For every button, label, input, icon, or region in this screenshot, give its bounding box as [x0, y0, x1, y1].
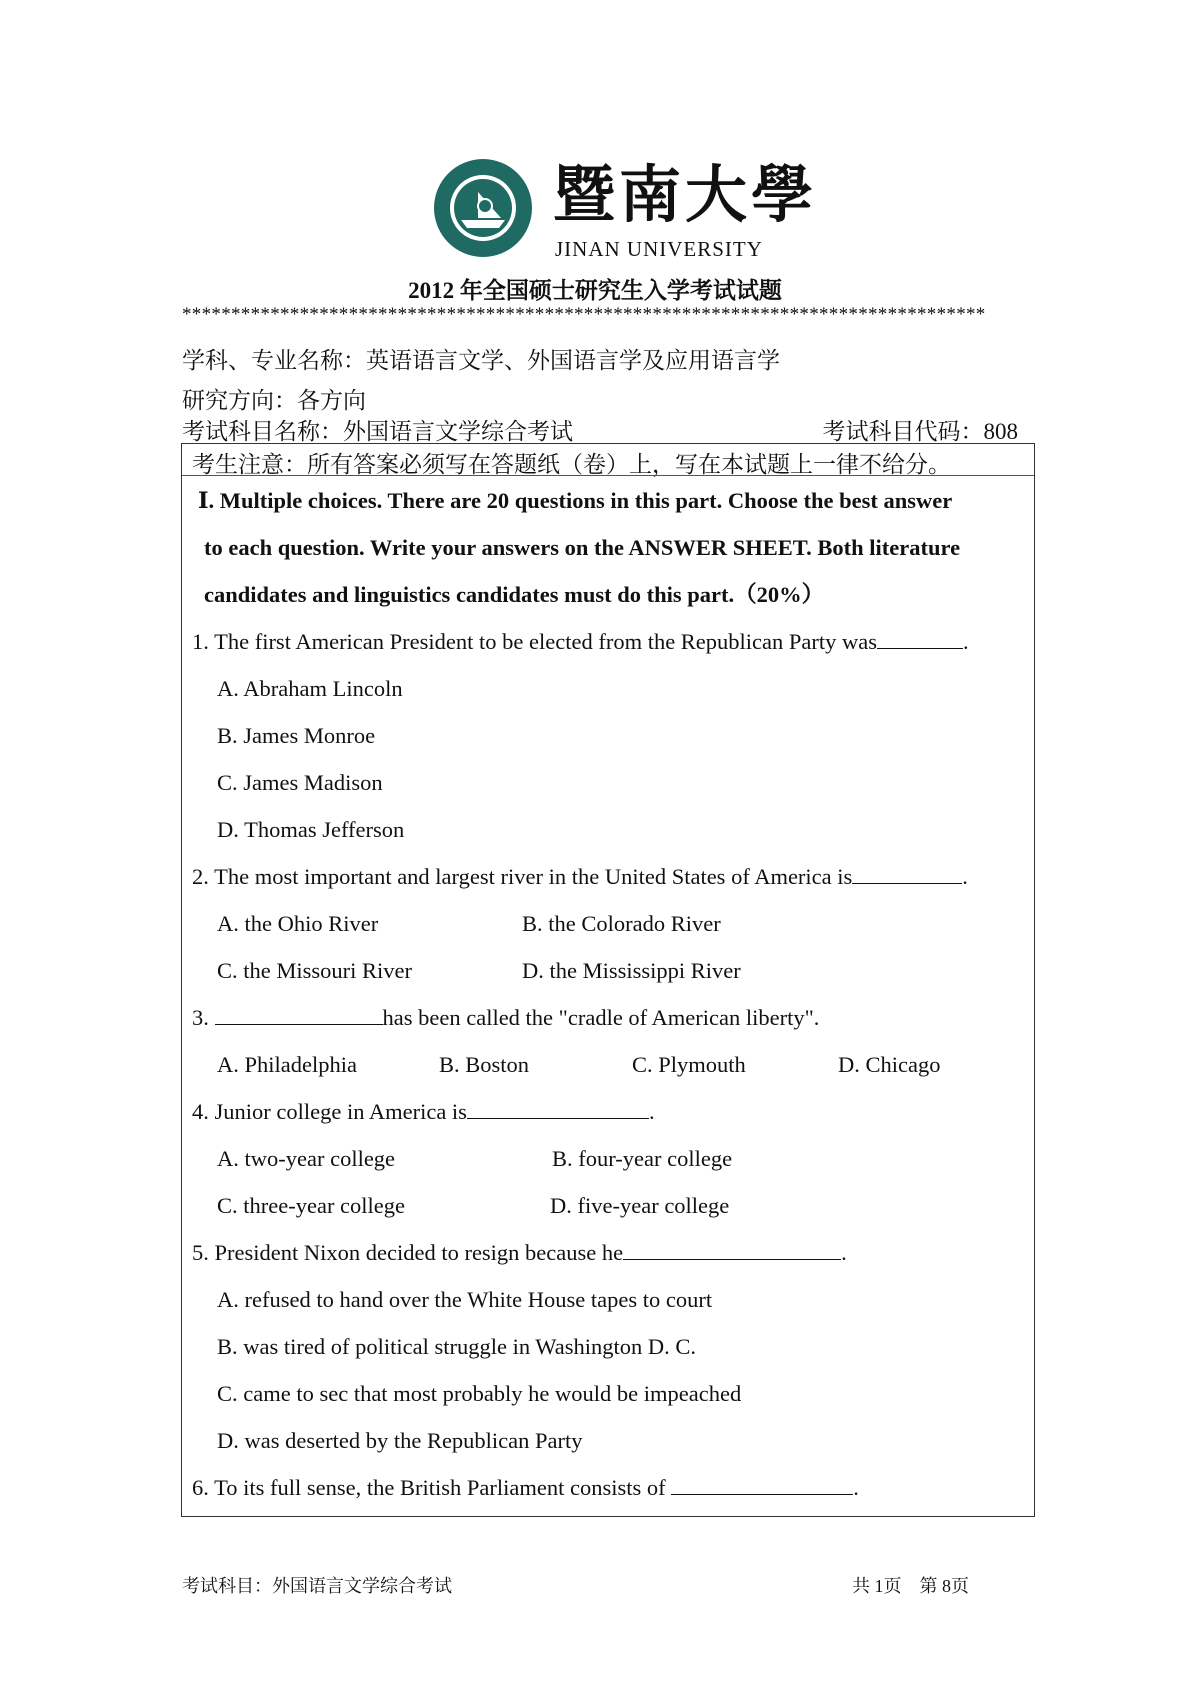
direction-label: 研究方向：各方向	[182, 388, 366, 413]
divider	[182, 475, 1034, 476]
section-instructions: candidates and linguistics candidates must do this part.（20%）	[204, 582, 825, 607]
option: C. Plymouth	[632, 1052, 746, 1077]
option: D. five-year college	[550, 1193, 730, 1218]
question-4: 4. Junior college in America is .	[192, 1099, 655, 1124]
option: C. James Madison	[217, 770, 383, 795]
option: C. three-year college	[217, 1193, 406, 1218]
option: A. refused to hand over the White House tapes to court	[217, 1287, 713, 1312]
section-instructions: Ⅰ. Multiple choices. There are 20 questions in this part. Choose the best answer	[198, 488, 953, 513]
option: D. Chicago	[838, 1052, 941, 1077]
option: B. four-year college	[552, 1146, 733, 1171]
footer-subject: 考试科目：外国语言文学综合考试	[182, 1576, 452, 1596]
exam-title: 2012 年全国硕士研究生入学考试试题	[408, 278, 782, 303]
footer-page-number: 共 1页 第 8页	[852, 1576, 969, 1596]
option: B. the Colorado River	[522, 911, 721, 936]
university-seal-icon	[433, 158, 533, 258]
question-box	[181, 443, 1035, 1517]
major-label: 学科、专业名称：英语语言文学、外国语言学及应用语言学	[182, 348, 780, 373]
option: A. two-year college	[217, 1146, 396, 1171]
option: B. Boston	[439, 1052, 530, 1077]
option: D. Thomas Jefferson	[217, 817, 405, 842]
question-5: 5. President Nixon decided to resign because he .	[192, 1240, 847, 1265]
option: A. the Ohio River	[217, 911, 379, 936]
university-name-cn: 暨南大學	[553, 158, 818, 231]
option: C. the Missouri River	[217, 958, 412, 983]
question-1: 1. The first American President to be elected from the Republican Party was .	[192, 629, 969, 654]
option: D. the Mississippi River	[522, 958, 741, 983]
university-name-en: JINAN UNIVERSITY	[555, 237, 763, 261]
question-6: 6. To its full sense, the British Parliament consists of .	[192, 1475, 859, 1500]
option: B. was tired of political struggle in Washington D. C.	[217, 1334, 696, 1359]
question-3: 3. has been called the "cradle of American liberty".	[192, 1005, 820, 1030]
star-divider: **********************************************************************************	[182, 304, 986, 325]
option: C. came to sec that most probably he would be impeached	[217, 1381, 742, 1406]
subject-label: 考试科目名称：外国语言文学综合考试	[182, 419, 573, 444]
option: D. was deserted by the Republican Party	[217, 1428, 583, 1453]
question-2: 2. The most important and largest river in the United States of America is .	[192, 864, 968, 889]
notice: 考生注意：所有答案必须写在答题纸（卷）上，写在本试题上一律不给分。	[192, 452, 951, 477]
option: B. James Monroe	[217, 723, 376, 748]
section-instructions: to each question. Write your answers on the ANSWER SHEET. Both literature	[204, 535, 961, 560]
subject-code: 考试科目代码：808	[822, 419, 1018, 444]
option: A. Philadelphia	[217, 1052, 357, 1077]
option: A. Abraham Lincoln	[217, 676, 403, 701]
